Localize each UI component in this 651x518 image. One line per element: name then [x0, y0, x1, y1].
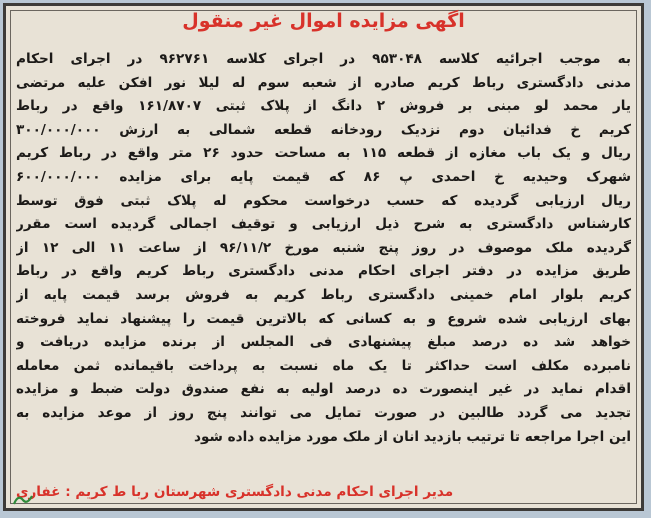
body-line: اقدام نماید در غیر اینصورت ده درصد اولیه به نفع صندوق دولت ضبط و مزایده — [16, 381, 631, 398]
body-line: کریم بلوار امام خمینی دادگستری رباط کریم به فروش برسد قیمت پایه از — [16, 286, 631, 303]
body-line: کریم خ فدائیان دوم نزدیک رودخانه قطعه شمالی به ارزش ۳۰۰/۰۰۰/۰۰۰ — [16, 121, 631, 138]
body-line: بهای ارزیابی شده شروع و به کسانی که بالاترین قیمت را پیشنهاد نماید فروخته — [16, 310, 631, 327]
body-line: ریال ارزیابی گردیده که حسب درخواست محکوم له پلاک ثبتی فوق توسط — [16, 192, 631, 209]
notice-title: اگهی مزایده اموال غیر منقول — [182, 10, 465, 32]
body-line: گردیده ملک موصوف در روز پنج شنبه مورخ ۹۶/۱۱/۲ از ساعت ۱۱ الی ۱۲ از — [16, 239, 631, 256]
body-line: ریال و یک باب مغازه از قطعه ۱۱۵ به مساحت حدود ۲۶ متر واقع در رباط کریم — [16, 145, 631, 162]
body-line: نامبرده مکلف است حداکثر تا یک ماه نسبت به پرداخت باقیمانده ثمن معامله — [16, 357, 631, 374]
body-line: این اجرا مراجعه تا ترتیب بازدید انان از ملک مورد مزایده داده شود — [194, 428, 631, 445]
body-line: شهرک وحیدیه خ احمدی پ ۸۶ که قیمت پایه برای مزایده ۶۰۰/۰۰۰/۰۰۰ — [16, 168, 631, 185]
body-line: تجدید می گردد طالبین در صورت تمایل می توانند پنج روز از موعد مزایده به — [16, 404, 631, 421]
notice-body — [16, 48, 631, 449]
body-line: به موجب اجرائیه کلاسه ۹۵۳۰۴۸ در اجرای کلاسه ۹۶۲۷۶۱ در اجرای احکام — [16, 51, 631, 67]
body-line: خواهد شد ده درصد مبلغ پیشنهادی فی المجلس از برنده مزایده دریافت و — [16, 334, 631, 351]
body-line: یار محمد لو مبنی بر فروش ۲ دانگ از پلاک ثبتی ۱۶۱/۸۷۰۷ واقع در رباط — [16, 98, 631, 115]
corner-ornament-icon — [12, 492, 34, 506]
signature-line: مدیر اجرای احکام مدنی دادگستری شهرستان ربا ط کریم : غفاری — [16, 484, 454, 500]
body-line: طریق مزایده در دفتر اجرای احکام مدنی دادگستری رباط کریم واقع در رباط — [16, 263, 631, 280]
notice-frame — [3, 3, 644, 511]
body-line: مدنی دادگستری رباط کریم صادره از شعبه سوم له لیلا نور افکن علیه مرتضی — [16, 74, 631, 91]
body-line: کارشناس دادگستری به شرح ذیل ارزیابی و توقیف اجمالی گردیده است مقرر — [16, 216, 631, 233]
